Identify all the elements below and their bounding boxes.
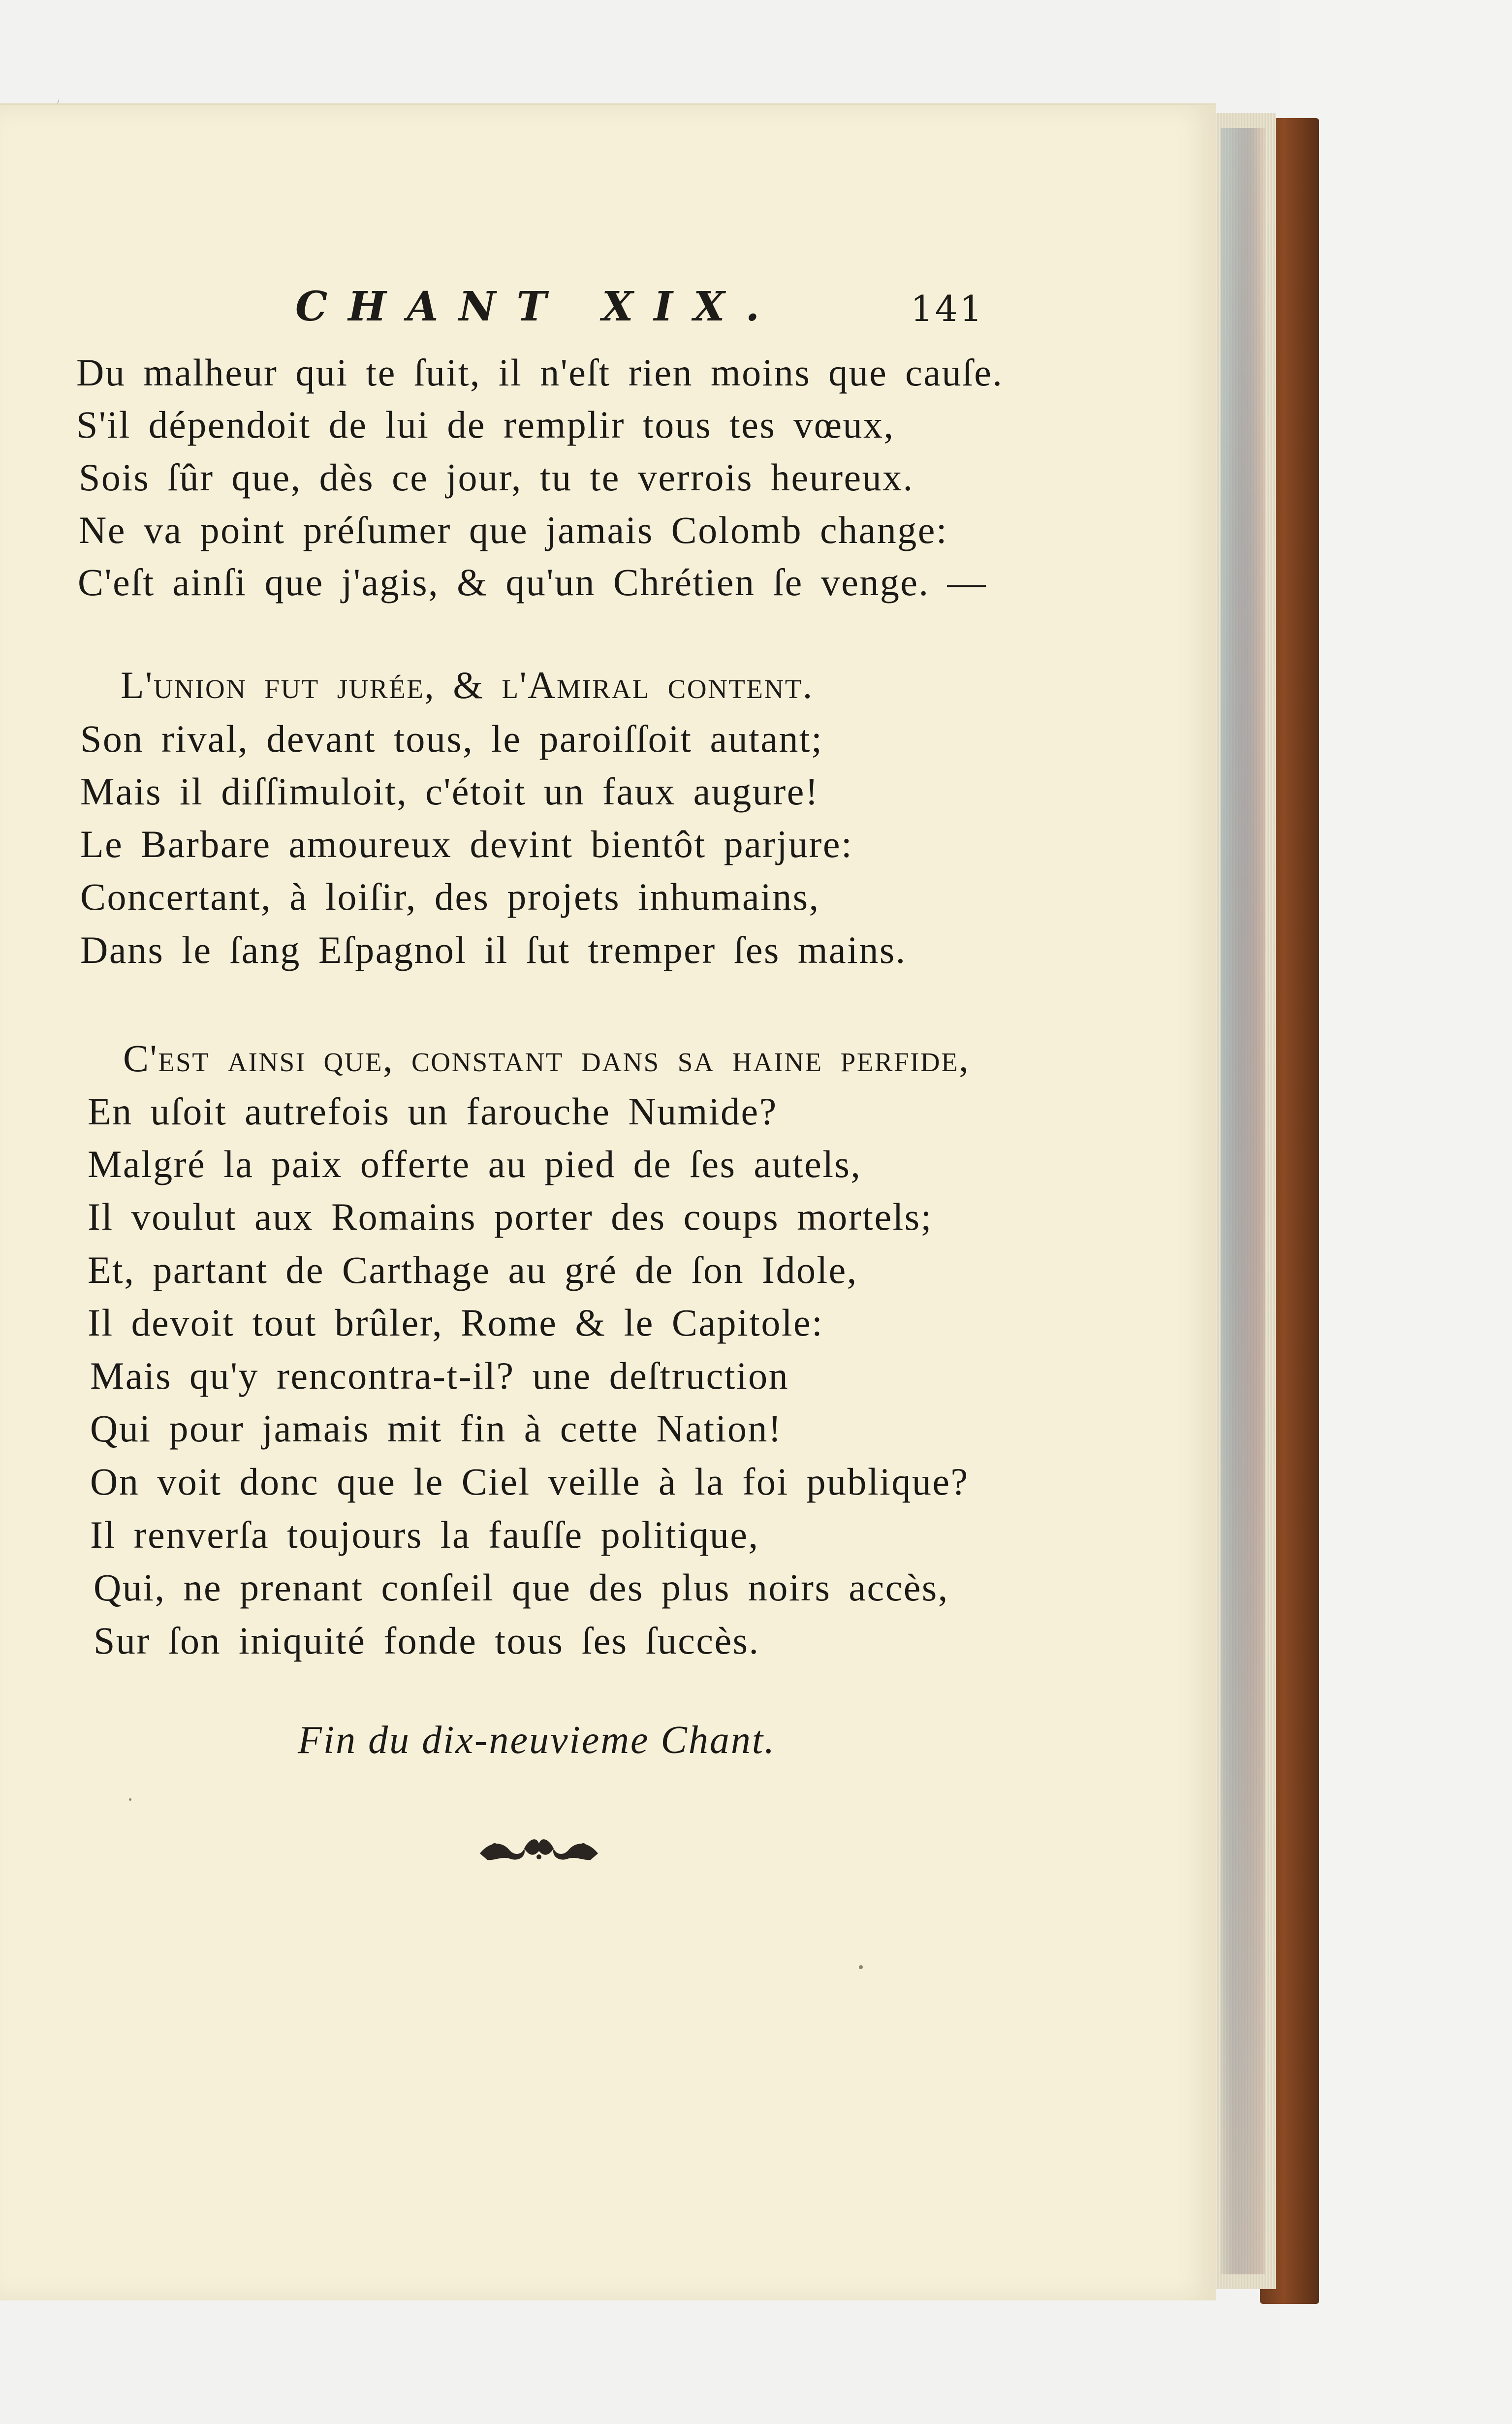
paper-speck — [129, 1798, 131, 1801]
verse-line: S'il dépendoit de lui de remplir tous tes vœux, — [76, 403, 895, 446]
page-header — [295, 283, 1063, 337]
verse-line: Il voulut aux Romains porter des coups mortels; — [88, 1195, 933, 1238]
chapter-closing: Fin du dix-neuvieme Chant. — [298, 1719, 776, 1762]
printers-ornament-icon — [475, 1826, 603, 1871]
verse-line: C'est ainſi que, conſtant dans ſa haine perfide, — [123, 1037, 970, 1080]
verse-line: Mais qu'y rencontra-t-il? une deſtruction — [90, 1354, 789, 1397]
verse-line: Il renverſa toujours la fauſſe politique, — [90, 1513, 759, 1556]
verse-line: C'eſt ainſi que j'agis, & qu'un Chrétien ſe venge. — — [78, 561, 987, 604]
verse-line: Concertant, à loiſir, des projets inhumains, — [80, 875, 820, 918]
verse-line: Son rival, devant tous, le paroiſſoit autant; — [80, 717, 823, 760]
marbled-edge — [1221, 128, 1265, 2274]
verse-line: Ne va point préſumer que jamais Colomb change: — [79, 509, 948, 551]
verse-line: Sois ſûr que, dès ce jour, tu te verrois heureux. — [79, 456, 914, 499]
verse-line: Qui, ne prenant conſeil que des plus noirs accès, — [94, 1566, 949, 1609]
verse-line: Le Barbare amoureux devint bientôt parjure: — [80, 823, 853, 865]
verse-line: On voit donc que le Ciel veille à la foi publique? — [90, 1460, 969, 1503]
page-number: 141 — [911, 288, 984, 329]
verse-line: Il devoit tout brûler, Rome & le Capitole: — [88, 1301, 824, 1344]
running-title: CHANT XIX. — [295, 283, 781, 330]
verse-line: Et, partant de Carthage au gré de ſon Idole, — [88, 1248, 858, 1291]
verse-line: Du malheur qui te ſuit, il n'eſt rien moins que cauſe. — [76, 351, 1004, 394]
verse-line: Dans le ſang Eſpagnol il ſut tremper ſes mains. — [80, 928, 907, 971]
verse-line: Malgré la paix offerte au pied de ſes autels, — [88, 1143, 862, 1185]
paper-speck — [859, 1965, 863, 1969]
verse-line: Sur ſon iniquité fonde tous ſes ſuccès. — [94, 1619, 760, 1662]
verse-line: En uſoit autrefois un farouche Numide? — [88, 1090, 778, 1133]
verse-line: Mais il diſſimuloit, c'étoit un faux augure! — [80, 770, 819, 813]
verse-line: Qui pour jamais mit fin à cette Nation! — [90, 1407, 783, 1450]
verse-line: L'union fut jurée, & l'Amiral content. — [121, 664, 814, 706]
